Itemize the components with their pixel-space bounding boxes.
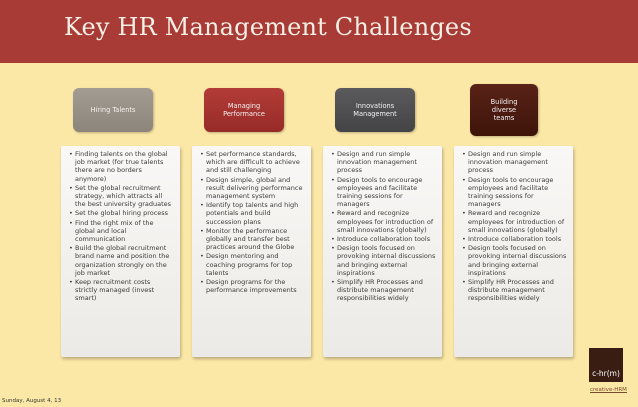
list-item: • Design simple, global and result delivering performance management system (200, 176, 305, 201)
brand-link[interactable]: creative-HRM (590, 387, 627, 393)
card-building-diverse-teams (454, 146, 573, 357)
list-item: • Reward and recognize employees for introduction of small innovations (globally) (331, 209, 436, 234)
list-item: • Design and run simple innovation management process (462, 150, 567, 175)
footer-date: Sunday, August 4, 13 (2, 398, 62, 404)
list-item: • Set the global recruitment strategy, which attracts all the best university graduates (69, 184, 174, 209)
category-label: Managing Performance (223, 102, 265, 118)
list-item: • Design mentoring and coaching programs for top talents (200, 252, 305, 277)
list-item: • Design tools focused on provoking internal discussions and bringing external inspirations (331, 244, 436, 277)
category-innovations-management (335, 88, 415, 132)
list-item: • Design programs for the performance improvements (200, 278, 305, 294)
list-item: • Simplify HR Processes and distribute management responsibilities widely (462, 278, 567, 303)
category-label: Building diverse teams (490, 98, 518, 122)
list-item: • Find the right mix of the global and local communication (69, 219, 174, 244)
list-item: • Finding talents on the global job market (for true talents there are no borders anymore) (69, 150, 174, 183)
list-item: • Keep recruitment costs strictly managed (invest smart) (69, 278, 174, 303)
list-item: • Monitor the performance globally and transfer best practices around the Globe (200, 227, 305, 252)
list-item: • Design and run simple innovation management process (331, 150, 436, 175)
category-hiring-talents (73, 88, 153, 132)
list-item: • Simplify HR Processes and distribute management responsibilities widely (331, 278, 436, 303)
list-item: • Design tools focused on provoking internal discussions and bringing external inspirations (462, 244, 567, 277)
list-item: • Introduce collaboration tools (331, 235, 436, 243)
card-innovations-management (323, 146, 442, 357)
list-item: • Design tools to encourage employees and facilitate training sessions for managers (331, 176, 436, 209)
list-item: • Design tools to encourage employees and facilitate training sessions for managers (462, 176, 567, 209)
card-hiring-talents (61, 146, 180, 357)
category-managing-performance (204, 88, 284, 132)
list-item: • Reward and recognize employees for introduction of small innovations (globally) (462, 209, 567, 234)
list-item: • Set performance standards, which are difficult to achieve and still challenging (200, 150, 305, 175)
logo-text: c-hr(m) (592, 369, 620, 378)
category-label: Innovations Management (353, 102, 397, 118)
page-title: Key HR Management Challenges (64, 13, 472, 41)
category-label: Hiring Talents (90, 106, 136, 114)
list-item: • Set the global hiring process (69, 209, 174, 217)
header-bar (0, 0, 638, 63)
card-managing-performance (192, 146, 311, 357)
category-building-diverse-teams (470, 84, 538, 136)
list-item: • Build the global recruitment brand name and position the organization strongly on the job market (69, 244, 174, 277)
brand-logo (589, 348, 623, 382)
list-item: • Introduce collaboration tools (462, 235, 567, 243)
list-item: • Identify top talents and high potentials and build succession plans (200, 201, 305, 226)
